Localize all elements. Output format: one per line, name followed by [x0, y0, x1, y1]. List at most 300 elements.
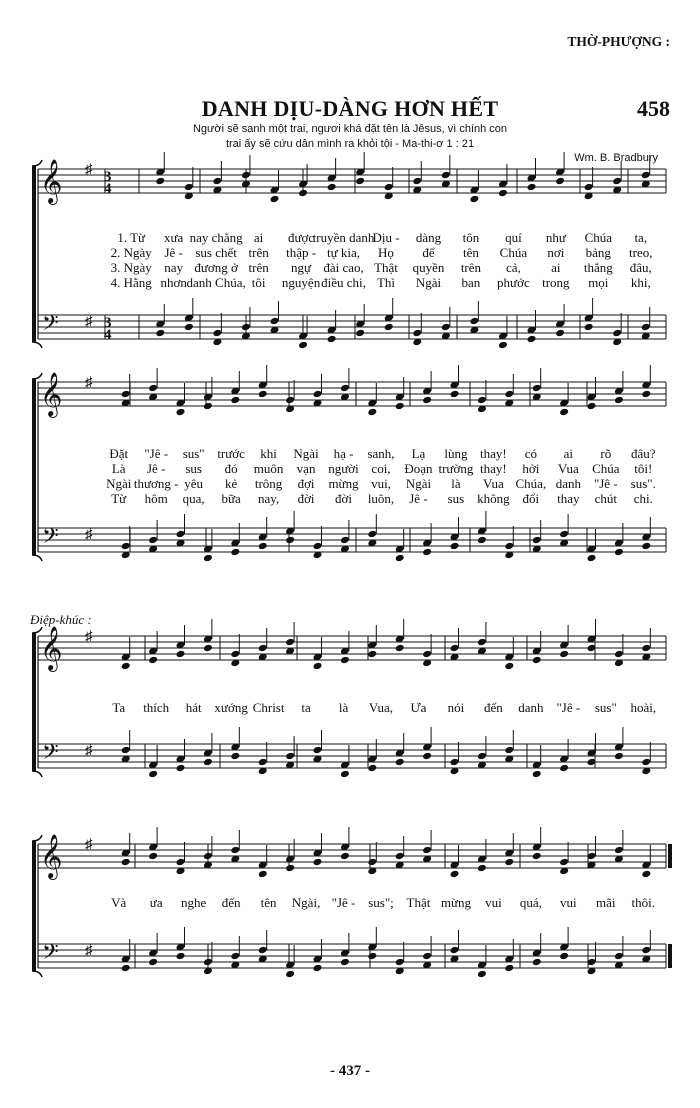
lyric-syllable: đài cao, [323, 260, 364, 275]
lyric-syllable: thắng [583, 260, 613, 275]
note-head [176, 408, 186, 417]
note-head [148, 852, 158, 861]
lyric-syllable: Lạ [411, 446, 426, 461]
sharp-key-signature-icon: ♯ [85, 629, 93, 645]
lyric-syllable: mọi [588, 275, 609, 290]
lyric-syllable: nơi [547, 245, 565, 260]
lyric-syllable: treo, [629, 245, 653, 260]
sharp-key-signature-icon: ♯ [85, 837, 93, 853]
note-head [313, 858, 323, 867]
note-head [340, 770, 350, 779]
lyric-syllable: dàng [415, 230, 442, 245]
note-head [384, 183, 394, 192]
lyric-syllable: 4. Hằng [110, 275, 152, 290]
lyric-syllable: Chúa [592, 461, 620, 476]
note-head [395, 758, 405, 767]
note-head [422, 548, 432, 557]
note-head [340, 384, 350, 393]
note-head [559, 408, 569, 417]
lyric-syllable: đến [221, 895, 241, 910]
lyric-syllable: Ngài [405, 476, 432, 491]
lyric-syllable: xướng [214, 700, 248, 715]
note-head [641, 390, 651, 399]
note-head [367, 408, 377, 417]
lyric-syllable: người [328, 461, 359, 476]
note-head [184, 183, 194, 192]
lyric-syllable: có [524, 446, 538, 461]
note-head [285, 536, 295, 545]
lyric-syllable: trông [254, 476, 283, 491]
note-head [327, 183, 337, 192]
note-head [176, 858, 186, 867]
note-head [258, 542, 268, 551]
note-head [555, 177, 565, 186]
note-head [412, 177, 422, 186]
lyric-syllable: ai [563, 446, 574, 461]
note-head [527, 183, 537, 192]
bass-staff [38, 744, 666, 768]
note-head [532, 958, 542, 967]
note-head [230, 548, 240, 557]
note-head [422, 952, 432, 961]
note-head [395, 554, 405, 563]
note-head [176, 952, 186, 961]
note-head [121, 858, 131, 867]
note-head [504, 746, 514, 755]
note-head [258, 946, 268, 955]
lyric-syllable: Vua [482, 476, 504, 491]
note-head [203, 644, 213, 653]
sharp-key-signature-icon: ♯ [85, 375, 93, 391]
lyric-syllable: hôm [144, 491, 168, 506]
note-head [450, 542, 460, 551]
bracket-hook-bottom [32, 971, 42, 977]
lyric-syllable: Vua, [368, 700, 394, 715]
note-head [212, 177, 222, 186]
lyric-syllable: là [338, 700, 349, 715]
note-head [504, 662, 514, 671]
note-head [176, 764, 186, 773]
treble-staff [38, 844, 666, 868]
note-head [641, 870, 651, 879]
note-head [340, 852, 350, 861]
note-head [584, 323, 594, 332]
note-head [270, 317, 280, 326]
bracket-hook-bottom [32, 342, 42, 348]
bass-staff [38, 315, 666, 339]
note-head [313, 746, 323, 755]
time-signature-top: 3 [104, 169, 112, 185]
time-signature-top: 3 [104, 315, 112, 331]
note-head [641, 644, 651, 653]
note-head [559, 650, 569, 659]
scripture-line-2: trai ấy sẽ cứu dân mình ra khỏi tội - Ma-thi-ơ 1 : 21 [225, 138, 475, 150]
note-head [258, 758, 268, 767]
lyric-syllable: phước [497, 275, 530, 290]
note-head [612, 329, 622, 338]
lyric-syllable: luôn, [367, 491, 395, 506]
lyric-syllable: nay, [258, 491, 280, 506]
lyric-syllable: Chúa [584, 230, 613, 245]
note-head [203, 958, 213, 967]
note-head [121, 746, 131, 755]
lyric-syllable: yêu [184, 476, 204, 491]
lyric-syllable: "Jê - [556, 700, 581, 715]
lyric-syllable: Ta [112, 700, 126, 715]
lyric-syllable: lùng [444, 446, 468, 461]
lyric-syllable: vui, [371, 476, 391, 491]
note-head [298, 189, 308, 198]
note-head [340, 536, 350, 545]
lyric-syllable: hạ - [333, 446, 354, 461]
note-head [176, 530, 186, 539]
lyric-syllable: thập - [286, 245, 317, 260]
lyric-syllable: đó [224, 461, 238, 476]
note-head [641, 946, 651, 955]
lyric-syllable: Ngài [106, 476, 132, 491]
note-head [441, 171, 451, 180]
lyric-syllable: điều chi, [321, 275, 366, 290]
lyric-syllable: truyền danh [312, 230, 375, 245]
note-head [367, 858, 377, 867]
lyric-syllable: đâu, [629, 260, 652, 275]
note-head [614, 952, 624, 961]
lyric-syllable: Jê - [409, 491, 428, 506]
note-head [422, 752, 432, 761]
lyric-syllable: sus [185, 461, 202, 476]
treble-clef-icon: 𝄞 [40, 836, 63, 878]
lyric-syllable: Ngài, [291, 895, 321, 910]
note-head [121, 390, 131, 399]
note-head [477, 396, 487, 405]
note-head [477, 536, 487, 545]
lyric-syllable: kẻ [224, 476, 238, 491]
note-head [258, 644, 268, 653]
note-head [230, 650, 240, 659]
note-head [395, 958, 405, 967]
lyric-syllable: thay! [480, 446, 507, 461]
sharp-key-signature-icon: ♯ [85, 162, 93, 178]
composer-credit: Wm. B. Bradbury [574, 152, 658, 164]
lyric-syllable: Thật [406, 895, 431, 910]
lyric-syllable: nay [164, 260, 184, 275]
note-head [641, 323, 651, 332]
lyric-syllable: Ưa [410, 700, 427, 715]
lyric-syllable: vạn [296, 461, 316, 476]
time-signature-bottom: 4 [104, 327, 112, 343]
lyric-syllable: trước [217, 446, 245, 461]
lyric-syllable: tự kia, [327, 245, 361, 260]
lyric-syllable: hởi [522, 461, 540, 476]
lyric-syllable: sus". [630, 476, 656, 491]
lyric-syllable: trên [248, 260, 269, 275]
note-head [340, 656, 350, 665]
lyric-syllable: trên [460, 260, 482, 275]
lyric-syllable: ta [301, 700, 311, 715]
treble-clef-icon: 𝄞 [40, 161, 63, 203]
lyric-syllable: ban [461, 275, 481, 290]
note-head [270, 195, 280, 204]
note-head [285, 638, 295, 647]
note-head [527, 335, 537, 344]
lyric-syllable: "Jê - [331, 895, 356, 910]
note-head [355, 329, 365, 338]
lyric-syllable: Là [111, 461, 126, 476]
note-head [532, 384, 542, 393]
note-head [469, 195, 479, 204]
lyric-syllable: hoài, [630, 700, 657, 715]
note-head [450, 390, 460, 399]
lyric-syllable: khi [260, 446, 277, 461]
note-head [367, 530, 377, 539]
lyric-syllable: không [477, 491, 510, 506]
note-head [504, 542, 514, 551]
page-number: - 437 - [330, 1063, 370, 1079]
lyric-syllable: tôi! [634, 461, 653, 476]
lyric-syllable: nói [447, 700, 465, 715]
lyric-syllable: hát [185, 700, 202, 715]
note-head [395, 644, 405, 653]
lyric-syllable: quí [505, 230, 522, 245]
note-head [469, 317, 479, 326]
lyric-syllable: rõ [600, 446, 612, 461]
lyric-syllable: xưa [164, 230, 184, 245]
lyric-syllable: thay [557, 491, 580, 506]
lyric-syllable: trên [248, 245, 269, 260]
note-head [285, 396, 295, 405]
lyric-syllable: thay! [480, 461, 507, 476]
note-head [559, 764, 569, 773]
note-head [532, 852, 542, 861]
lyric-syllable: Họ [378, 245, 394, 260]
note-head [367, 764, 377, 773]
lyric-syllable: Christ [252, 700, 285, 715]
note-head [641, 542, 651, 551]
lyric-syllable: thích [143, 700, 170, 715]
note-head [285, 752, 295, 761]
note-head [450, 946, 460, 955]
lyric-syllable: danh [518, 700, 544, 715]
note-head [584, 183, 594, 192]
lyric-syllable: trong [542, 275, 570, 290]
note-head [313, 390, 323, 399]
note-head [258, 870, 268, 879]
note-head [422, 846, 432, 855]
lyric-syllable: nhơn [160, 275, 187, 290]
lyric-syllable: vui [560, 895, 577, 910]
lyric-syllable: quyền [412, 260, 445, 275]
lyric-syllable: nghe [181, 895, 207, 910]
note-head [614, 846, 624, 855]
bass-staff [38, 944, 666, 968]
note-head [313, 542, 323, 551]
lyric-syllable: ai [551, 260, 561, 275]
note-head [422, 396, 432, 405]
note-head [298, 341, 308, 350]
treble-staff [38, 636, 666, 660]
bass-staff [38, 528, 666, 552]
note-head [641, 171, 651, 180]
bracket-hook-bottom [32, 555, 42, 561]
lyric-syllable: Chúa, [515, 476, 547, 491]
note-head [612, 177, 622, 186]
treble-staff [38, 382, 666, 406]
note-head [230, 952, 240, 961]
note-head [285, 970, 295, 979]
lyric-syllable: đời [335, 491, 353, 506]
note-head [203, 758, 213, 767]
refrain-label: Điệp-khúc : [30, 612, 92, 627]
note-head [367, 952, 377, 961]
note-head [121, 964, 131, 973]
lyric-syllable: đâu? [630, 446, 656, 461]
note-head [384, 323, 394, 332]
note-head [184, 323, 194, 332]
lyric-syllable: Đoạn [404, 461, 433, 476]
lyric-syllable: tôn [462, 230, 480, 245]
lyric-syllable: đến [484, 700, 503, 715]
lyric-syllable: Ngài [415, 275, 442, 290]
lyric-syllable: coi, [371, 461, 391, 476]
note-head [155, 177, 165, 186]
note-head [121, 542, 131, 551]
note-head [477, 970, 487, 979]
lyric-syllable: thương - [133, 476, 179, 491]
lyric-syllable: thôi. [631, 895, 656, 910]
note-head [559, 952, 569, 961]
lyric-syllable: danh [555, 476, 581, 491]
note-head [504, 390, 514, 399]
note-head [614, 548, 624, 557]
sharp-key-signature-icon: ♯ [85, 943, 93, 959]
lyric-syllable: "Jê - [144, 446, 169, 461]
lyric-syllable: Ngài [293, 446, 319, 461]
note-head [395, 402, 405, 411]
note-head [498, 189, 508, 198]
note-head [203, 402, 213, 411]
bass-clef-icon: 𝄢 [42, 524, 59, 553]
lyric-syllable: như [545, 230, 566, 245]
note-head [477, 638, 487, 647]
note-head [477, 752, 487, 761]
note-head [230, 846, 240, 855]
lyric-syllable: Đặt [109, 446, 129, 461]
note-head [258, 390, 268, 399]
note-head [587, 554, 597, 563]
note-head [148, 536, 158, 545]
note-head [614, 396, 624, 405]
note-head [230, 396, 240, 405]
note-head [313, 662, 323, 671]
bass-clef-icon: 𝄢 [42, 940, 59, 969]
lyric-syllable: mừng [440, 895, 472, 910]
treble-clef-icon: 𝄞 [40, 374, 63, 416]
lyric-syllable: đương ở [194, 260, 238, 275]
note-head [230, 752, 240, 761]
lyric-syllable: nguyện [281, 275, 321, 290]
lyric-syllable: qua, [182, 491, 205, 506]
note-head [450, 644, 460, 653]
lyric-syllable: Dịu - [372, 230, 400, 245]
note-head [614, 650, 624, 659]
lyric-syllable: ưa [149, 895, 163, 910]
note-head [614, 752, 624, 761]
lyric-syllable: sus chết [195, 245, 237, 260]
lyric-syllable: cả, [505, 260, 521, 275]
note-head [504, 964, 514, 973]
note-head [313, 964, 323, 973]
lyric-syllable: tên [260, 895, 277, 910]
note-head [441, 323, 451, 332]
lyric-syllable: để [422, 245, 435, 260]
note-head [241, 171, 251, 180]
note-head [340, 958, 350, 967]
note-head [355, 177, 365, 186]
note-head [285, 864, 295, 873]
lyric-syllable: Từ [111, 491, 127, 506]
note-head [532, 536, 542, 545]
lyric-syllable: Và [111, 895, 127, 910]
note-head [148, 958, 158, 967]
treble-clef-icon: 𝄞 [40, 628, 63, 670]
note-head [367, 650, 377, 659]
note-head [559, 530, 569, 539]
note-head [212, 329, 222, 338]
note-head [555, 329, 565, 338]
lyric-syllable: trường [438, 461, 474, 476]
note-head [450, 870, 460, 879]
lyric-syllable: danh Chúa, [186, 275, 246, 290]
bass-clef-icon: 𝄢 [42, 740, 59, 769]
sharp-key-signature-icon: ♯ [85, 527, 93, 543]
lyric-syllable: mừng [328, 476, 359, 491]
lyric-syllable: vui [485, 895, 502, 910]
lyric-syllable: chi. [633, 491, 653, 506]
note-head [395, 852, 405, 861]
lyric-syllable: "Jê - [593, 476, 618, 491]
lyric-syllable: muôn [253, 461, 284, 476]
lyric-syllable: mãi [596, 895, 616, 910]
lyric-syllable: nay chẳng [189, 230, 243, 245]
lyric-syllable: sus [447, 491, 465, 506]
lyric-syllable: 3. Ngày [110, 260, 152, 275]
note-head [477, 864, 487, 873]
scripture-line-1: Người sẽ sanh một trai, ngươi khá đặt tên là Jêsus, vì chính con [192, 123, 508, 135]
lyric-syllable: đợi [297, 476, 315, 491]
lyric-syllable: là [451, 476, 461, 491]
lyric-syllable: 1. Từ [117, 230, 146, 245]
lyric-syllable: Thật [374, 260, 398, 275]
hymn-title: DANH DỊU-DÀNG HƠN HẾT [201, 96, 499, 121]
treble-staff [38, 169, 666, 193]
lyric-syllable: tôi [251, 275, 266, 290]
bass-clef-icon: 𝄢 [42, 311, 59, 340]
note-head [121, 662, 131, 671]
lyric-syllable: Vua [557, 461, 579, 476]
lyric-syllable: sus" [182, 446, 205, 461]
lyric-syllable: sus" [594, 700, 617, 715]
note-head [203, 554, 213, 563]
bracket-hook-bottom [32, 771, 42, 777]
note-head [504, 858, 514, 867]
sharp-key-signature-icon: ♯ [85, 314, 93, 330]
lyric-syllable: khi, [630, 275, 651, 290]
lyric-syllable: sanh, [367, 446, 395, 461]
lyric-syllable: Jê - [164, 245, 183, 260]
note-head [241, 323, 251, 332]
lyric-syllable: ta, [634, 230, 648, 245]
note-head [641, 758, 651, 767]
